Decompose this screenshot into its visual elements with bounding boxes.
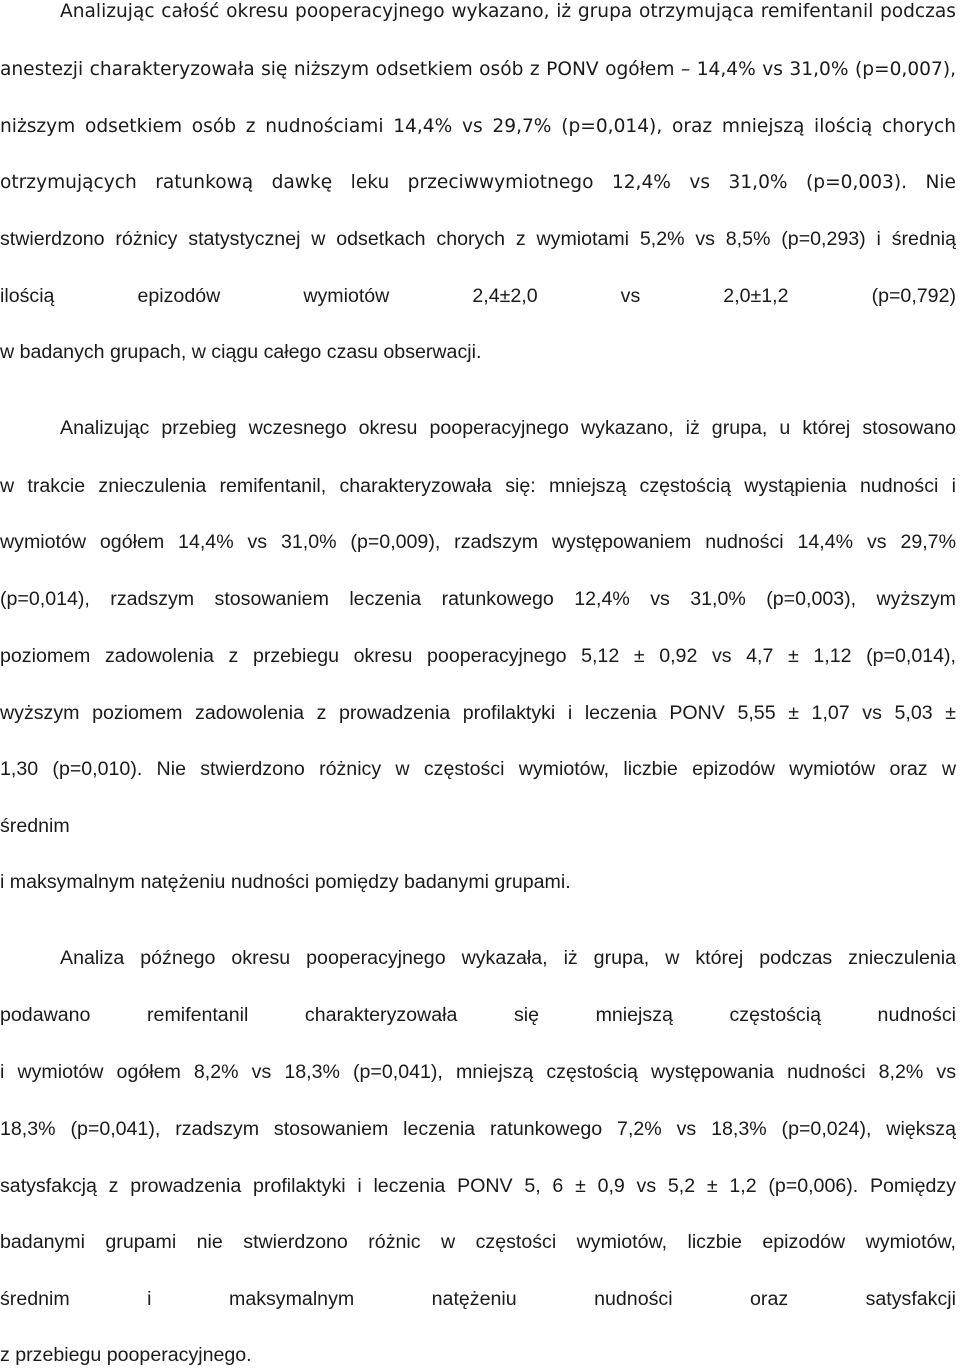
text-line: średnim <box>0 815 70 837</box>
text-line: niższym odsetkiem osób z nudnościami 14,4% vs 29,7% (p=0,014), oraz mniejszą ilością chorych <box>0 116 956 137</box>
text-line: 18,3% (p=0,041), rzadszym stosowaniem leczenia ratunkowego 7,2% vs 18,3% (p=0,024), większą <box>0 1118 956 1140</box>
text-line: Analizując całość okresu pooperacyjnego wykazano, iż grupa otrzymująca remifentanil podczas <box>60 1 956 22</box>
text-line: satysfakcją z prowadzenia profilaktyki i leczenia PONV 5, 6 ± 0,9 vs 5,2 ± 1,2 (p=0,006). Pomiędzy <box>0 1175 956 1197</box>
text-line: średnim i maksymalnym natężeniu nudności oraz satysfakcji <box>0 1288 956 1310</box>
text-line: 1,30 (p=0,010). Nie stwierdzono różnicy w częstości wymiotów, liczbie epizodów wymiotów oraz w <box>0 758 956 780</box>
text-line: badanymi grupami nie stwierdzono różnic w częstości wymiotów, liczbie epizodów wymiotów, <box>0 1231 956 1253</box>
text-line: otrzymujących ratunkową dawkę leku przeciwwymiotnego 12,4% vs 31,0% (p=0,003). Nie <box>0 172 956 193</box>
text-line: w trakcie znieczulenia remifentanil, charakteryzowała się: mniejszą częstością wystąpienia nudności i <box>0 475 956 497</box>
text-line: stwierdzono różnicy statystycznej w odsetkach chorych z wymiotami 5,2% vs 8,5% (p=0,293) i średnią <box>0 228 956 250</box>
text-line: anestezji charakteryzowała się niższym odsetkiem osób z PONV ogółem – 14,4% vs 31,0% (p=0,007), <box>0 59 956 80</box>
text-line: i maksymalnym natężeniu nudności pomiędzy badanymi grupami. <box>0 871 571 893</box>
text-line: i wymiotów ogółem 8,2% vs 18,3% (p=0,041), mniejszą częstością występowania nudności 8,2% vs <box>0 1061 956 1083</box>
text-line: ilością epizodów wymiotów 2,4±2,0 vs 2,0±1,2 (p=0,792) <box>0 285 956 307</box>
text-line: poziomem zadowolenia z przebiegu okresu pooperacyjnego 5,12 ± 0,92 vs 4,7 ± 1,12 (p=0,014), <box>0 645 956 667</box>
text-line: wymiotów ogółem 14,4% vs 31,0% (p=0,009), rzadszym występowaniem nudności 14,4% vs 29,7% <box>0 531 956 553</box>
text-line: Analizując przebieg wczesnego okresu pooperacyjnego wykazano, iż grupa, u której stosowano <box>60 417 956 439</box>
text-line: (p=0,014), rzadszym stosowaniem leczenia ratunkowego 12,4% vs 31,0% (p=0,003), wyższym <box>0 588 956 610</box>
text-line: podawano remifentanil charakteryzowała się mniejszą częstością nudności <box>0 1004 956 1026</box>
text-line: w badanych grupach, w ciągu całego czasu obserwacji. <box>0 341 482 363</box>
text-line: Analiza późnego okresu pooperacyjnego wykazała, iż grupa, w której podczas znieczulenia <box>60 947 956 969</box>
text-line: z przebiegu pooperacyjnego. <box>0 1344 252 1366</box>
text-line: wyższym poziomem zadowolenia z prowadzenia profilaktyki i leczenia PONV 5,55 ± 1,07 vs 5,03 ± <box>0 702 956 724</box>
